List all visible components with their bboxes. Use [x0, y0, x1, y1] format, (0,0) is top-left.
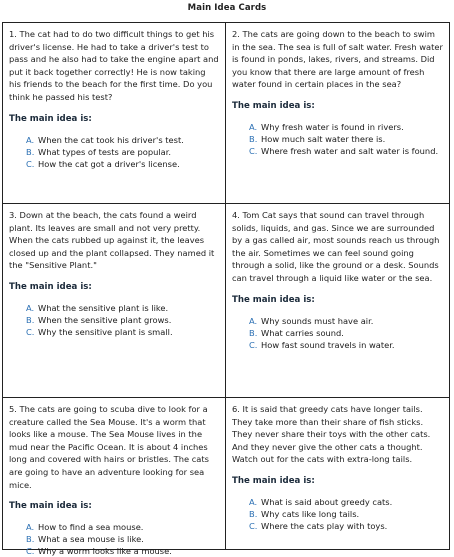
option-letter: B.: [26, 146, 35, 157]
main-idea-prompt: The main idea is:: [232, 294, 315, 305]
answer-options: [9, 302, 220, 338]
option-letter: C.: [26, 158, 35, 169]
answer-option-b[interactable]: [9, 533, 220, 545]
answer-options: [232, 315, 444, 351]
card-passage: 6. It is said that greedy cats have longer tails. They take more than their share of fish sticks. They never share their toys with the other cats. And they never give the other cats a thought. Watch out for the cats with extra-long tails.: [232, 404, 431, 465]
answer-option-c[interactable]: [9, 326, 220, 338]
option-letter: B.: [26, 314, 35, 325]
answer-option-c[interactable]: [232, 339, 444, 351]
main-idea-prompt: The main idea is:: [9, 501, 92, 512]
answer-option-a[interactable]: [9, 134, 220, 146]
card-passage: 2. The cats are going down to the beach to swim in the sea. The sea is full of salt water. Fresh water is found in ponds, lakes, rivers, and streams. Did you know that there are large amount of fresh water found in certain places in the sea?: [232, 29, 443, 90]
answer-option-c[interactable]: [9, 545, 220, 557]
option-text: How much salt water there is.: [261, 133, 386, 144]
answer-option-c[interactable]: [232, 145, 444, 157]
option-text: What the sensitive plant is like.: [38, 302, 169, 313]
answer-options: [9, 134, 220, 170]
answer-option-c[interactable]: [232, 520, 444, 532]
main-idea-prompt: The main idea is:: [232, 100, 315, 111]
main-idea-prompt: The main idea is:: [9, 113, 92, 124]
answer-option-c[interactable]: [9, 158, 220, 170]
answer-option-a[interactable]: [9, 302, 220, 314]
answer-option-b[interactable]: [232, 133, 444, 145]
option-letter: A.: [26, 302, 35, 313]
option-text: Why sounds must have air.: [261, 315, 374, 326]
option-text: What carries sound.: [261, 327, 344, 338]
option-letter: C.: [249, 339, 258, 350]
option-text: How the cat got a driver's license.: [38, 158, 180, 169]
answer-option-b[interactable]: [232, 508, 444, 520]
option-letter: C.: [26, 326, 35, 337]
answer-option-b[interactable]: [232, 327, 444, 339]
option-text: Why cats like long tails.: [261, 508, 360, 519]
option-letter: B.: [249, 508, 258, 519]
card-4: [226, 204, 449, 398]
main-idea-prompt: The main idea is:: [232, 475, 315, 486]
cards-grid: [2, 22, 450, 557]
card-6: [226, 398, 449, 550]
answer-option-b[interactable]: [9, 314, 220, 326]
main-idea-prompt: The main idea is:: [9, 281, 92, 292]
card-1: [3, 23, 226, 204]
option-text: What is said about greedy cats.: [261, 496, 393, 507]
answer-option-a[interactable]: [232, 496, 444, 508]
option-letter: A.: [26, 134, 35, 145]
page-title: Main Idea Cards: [187, 3, 267, 13]
card-passage: 3. Down at the beach, the cats found a weird plant. Its leaves are small and not very pretty. When the cats rubbed up against it, the leaves closed up and the plant collapsed. They named it the "Sensitive Plant.": [9, 210, 215, 271]
option-text: What a sea mouse is like.: [38, 534, 144, 545]
card-passage: 1. The cat had to do two difficult things to get his driver's license. He had to take a driver's test to pass and he also had to take the engine apart and put it back together correctly! He is now taking his friends to the beach for the first time. Do you think he passed his test?: [9, 29, 219, 102]
card-passage: 5. The cats are going to scuba dive to look for a creature called the Sea Mouse. It's a worm that looks like a mouse. The Sea Mouse lives in the mud near the Pacific Ocean. It is about 4 inches long and covered with hairs or bristles. The cats are going to have an adventure looking for sea mice.: [9, 404, 209, 490]
answer-options: [232, 121, 444, 157]
option-letter: A.: [26, 522, 35, 533]
option-text: How to find a sea mouse.: [38, 522, 144, 533]
option-text: Why fresh water is found in rivers.: [261, 121, 404, 132]
card-5: [3, 398, 226, 557]
option-text: How fast sound travels in water.: [261, 339, 395, 350]
option-letter: C.: [249, 520, 258, 531]
option-text: Why a worm looks like a mouse.: [38, 546, 172, 557]
option-text: What types of tests are popular.: [38, 146, 172, 157]
answer-options: [232, 496, 444, 532]
option-letter: A.: [249, 315, 258, 326]
option-letter: B.: [249, 133, 258, 144]
option-text: When the sensitive plant grows.: [38, 314, 172, 325]
option-text: When the cat took his driver's test.: [38, 134, 184, 145]
option-letter: A.: [249, 121, 258, 132]
answer-option-a[interactable]: [9, 521, 220, 533]
option-letter: B.: [26, 534, 35, 545]
option-text: Where fresh water and salt water is found.: [261, 145, 439, 156]
option-letter: C.: [26, 546, 35, 557]
answer-option-a[interactable]: [232, 121, 444, 133]
option-letter: B.: [249, 327, 258, 338]
card-passage: 4. Tom Cat says that sound can travel through solids, liquids, and gas. Since we are surrounded by a gas called air, most sounds reach us through the air. Sometimes we can feel sound going through a solid, like the ground or a desk. Sounds can travel through a liquid like water or the sea.: [232, 210, 440, 283]
option-text: Why the sensitive plant is small.: [38, 326, 173, 337]
answer-options: [9, 521, 220, 557]
card-2: [226, 23, 449, 204]
option-letter: A.: [249, 496, 258, 507]
answer-option-b[interactable]: [9, 146, 220, 158]
option-letter: C.: [249, 145, 258, 156]
card-3: [3, 204, 226, 398]
option-text: Where the cats play with toys.: [261, 520, 388, 531]
answer-option-a[interactable]: [232, 315, 444, 327]
